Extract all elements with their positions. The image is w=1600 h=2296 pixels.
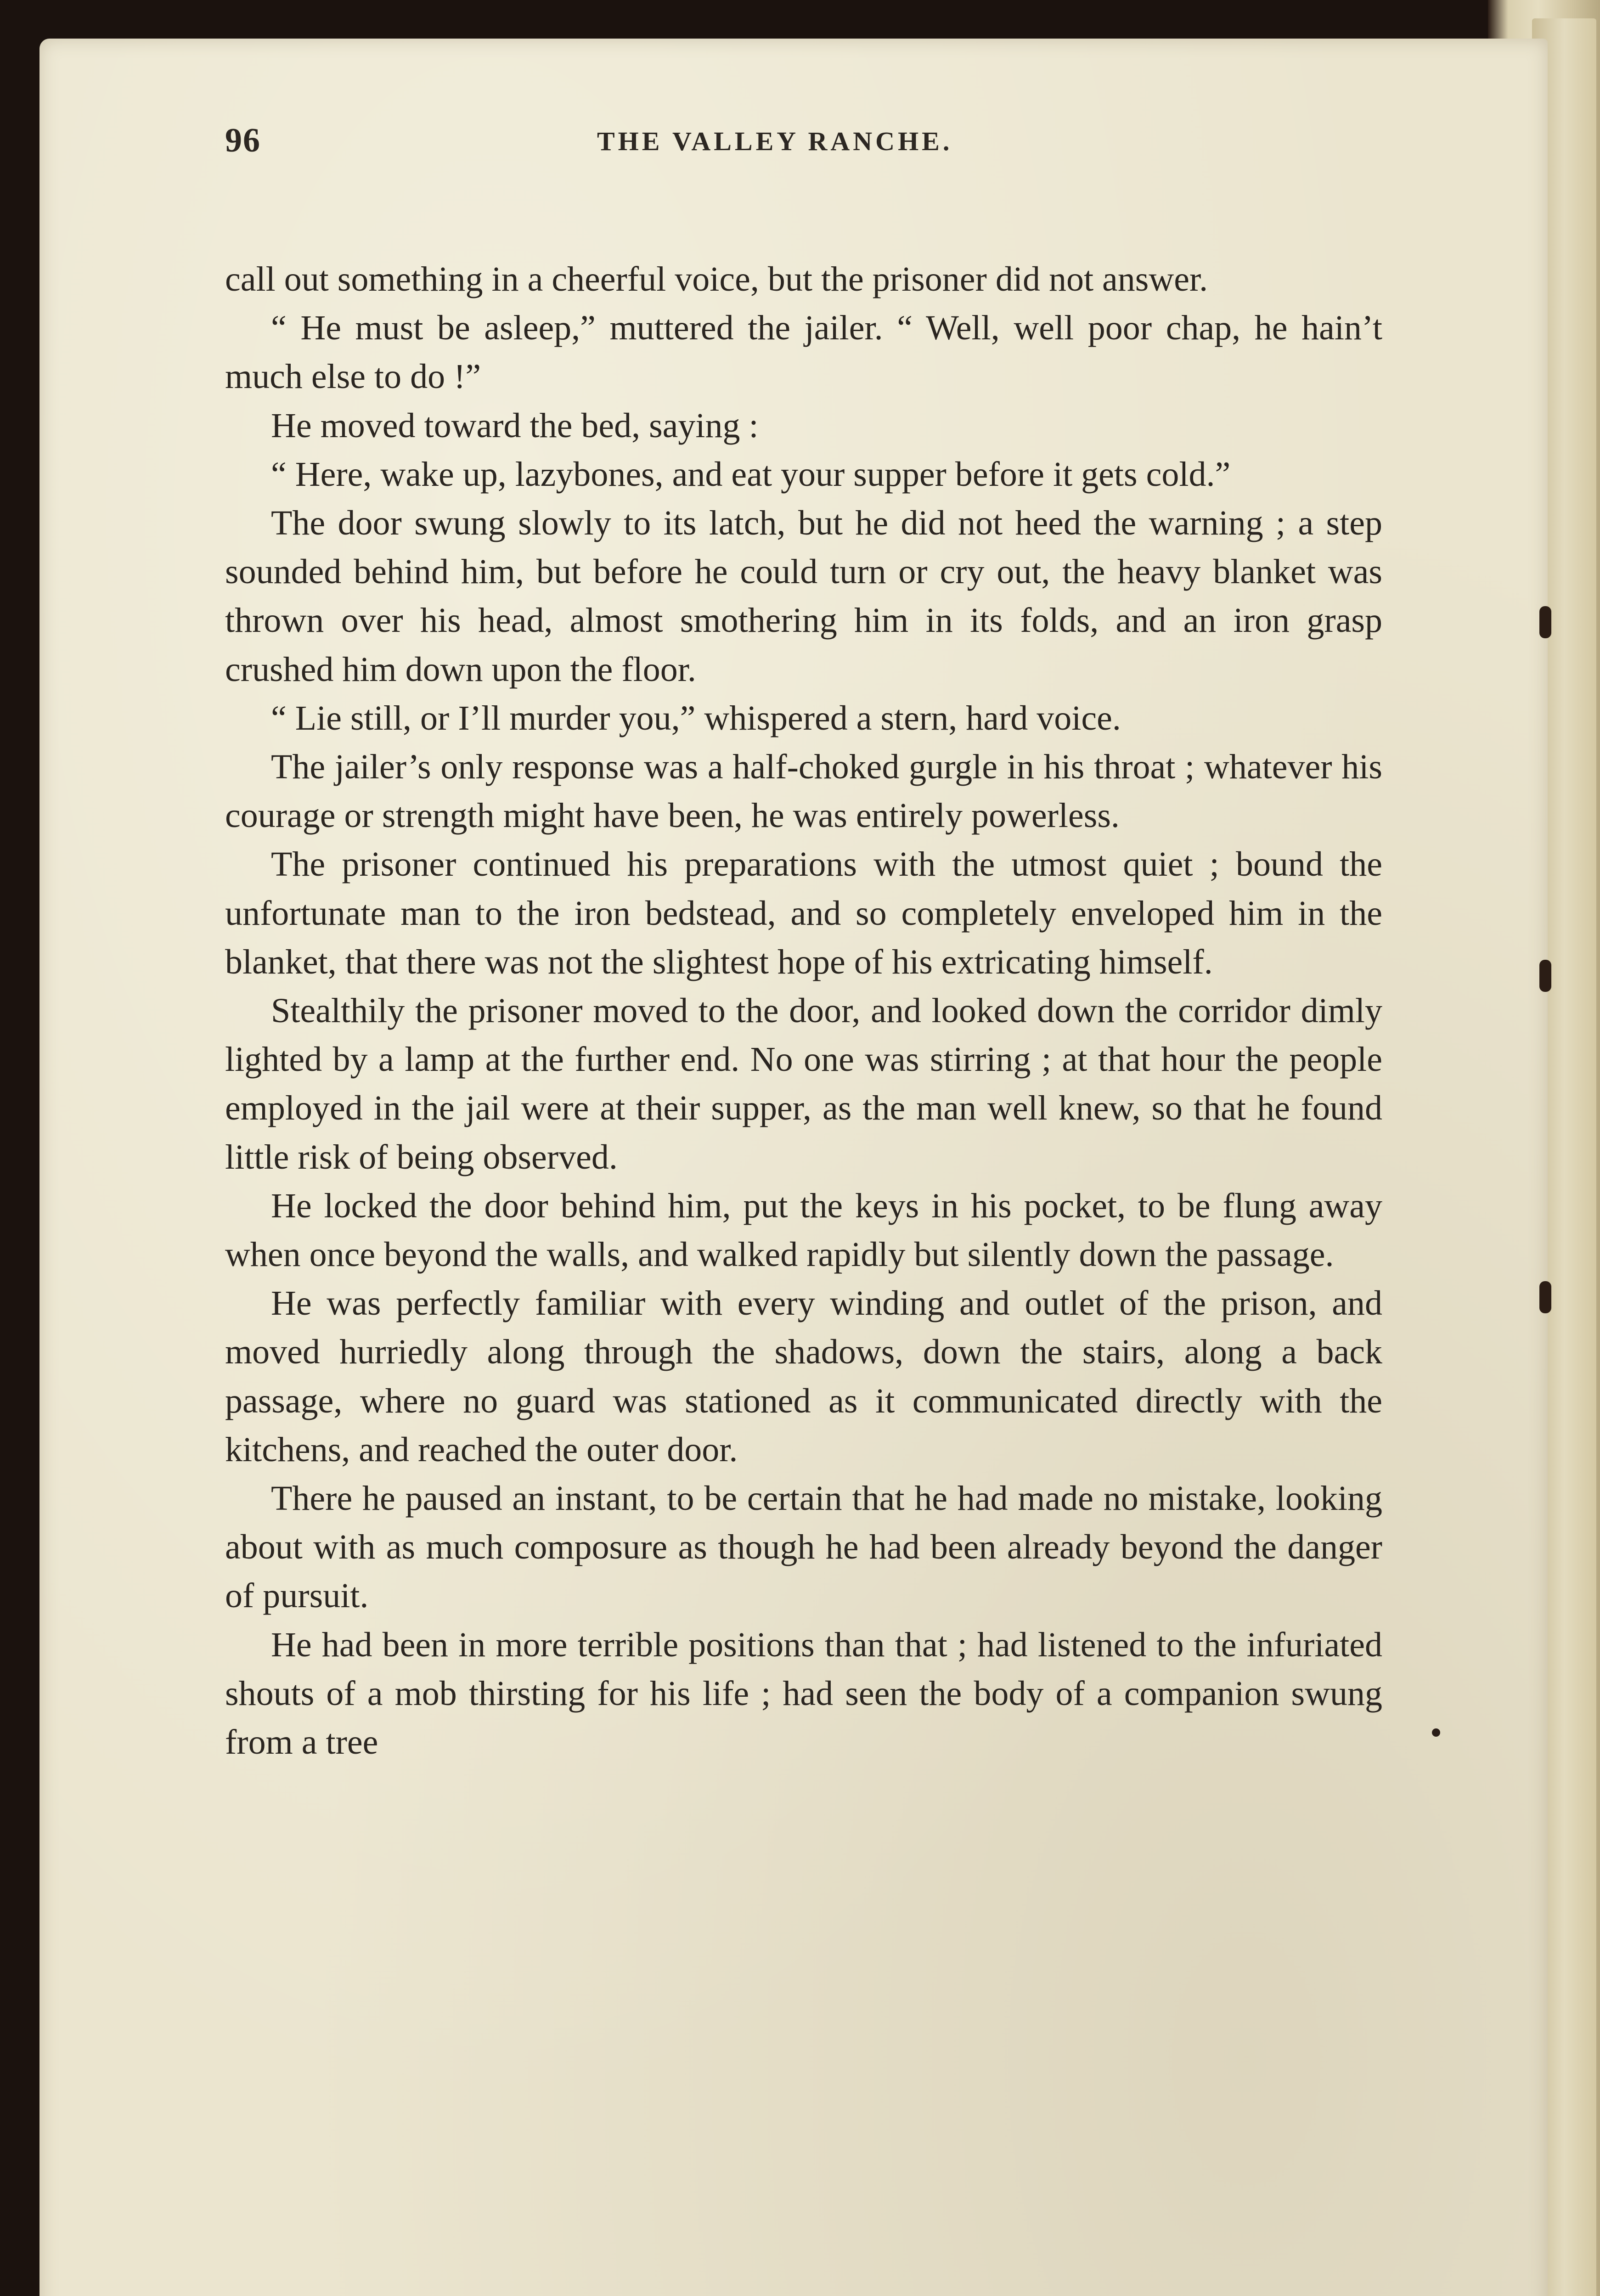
paragraph: He moved toward the bed, saying : xyxy=(271,406,759,445)
paragraph: “ He must be asleep,” muttered the jailer. “ Well, well poor chap, he hain’t much else to do !” xyxy=(225,309,1382,396)
paragraph: “ Lie still, or I’ll murder you,” whispered a stern, hard voice. xyxy=(271,698,1121,737)
paragraph: “ Here, wake up, lazybones, and eat your supper before it gets cold.” xyxy=(271,455,1231,494)
running-head: THE VALLEY RANCHE. xyxy=(597,126,953,156)
binding-hole xyxy=(1539,606,1551,638)
body-text xyxy=(225,255,1382,1767)
paragraph: He locked the door behind him, put the keys in his pocket, to be flung away when once beyond the walls, and walked rapidly but silently down the passage. xyxy=(225,1186,1382,1274)
ink-spot xyxy=(1432,1728,1440,1737)
paragraph: He had been in more terrible positions than that ; had listened to the infuriated shouts of a mob thirsting for his life ; had seen the body of a companion swung from a tree xyxy=(225,1625,1382,1762)
paragraph: There he paused an instant, to be certain that he had made no mistake, looking about with as much composure as though he had been already beyond the danger of pursuit. xyxy=(225,1479,1382,1615)
paragraph: The prisoner continued his preparations with the utmost quiet ; bound the unfortunate man to the iron bedstead, and so completely enveloped him in the blanket, that there was not the slightest hope of his extricating himself. xyxy=(225,845,1382,981)
binding-hole xyxy=(1539,960,1551,992)
paragraph: He was perfectly familiar with every winding and outlet of the prison, and moved hurriedly along through the shadows, down the stairs, along a back passage, where no guard was stationed as it communicated directly with the kitchens, and reached the outer door. xyxy=(225,1284,1382,1469)
paragraph: The door swung slowly to its latch, but he did not heed the warning ; a step sounded behind him, but before he could turn or cry out, the heavy blanket was thrown over his head, almost smothering him in its folds, and an iron grasp crushed him down upon the floor. xyxy=(225,504,1382,689)
page-header xyxy=(225,121,1600,176)
page-number: 96 xyxy=(225,122,261,159)
paragraph: Stealthily the prisoner moved to the door, and looked down the corridor dimly lighted by a lamp at the further end. No one was stirring ; at that hour the people employed in the jail were at their supper, as the man well knew, so that he found little risk of being observed. xyxy=(225,991,1382,1176)
binding-hole xyxy=(1539,1281,1551,1313)
paragraph: The jailer’s only response was a half-choked gurgle in his throat ; whatever his courage or strength might have been, he was entirely powerless. xyxy=(225,748,1382,835)
paragraph: call out something in a cheerful voice, but the prisoner did not answer. xyxy=(225,260,1208,298)
